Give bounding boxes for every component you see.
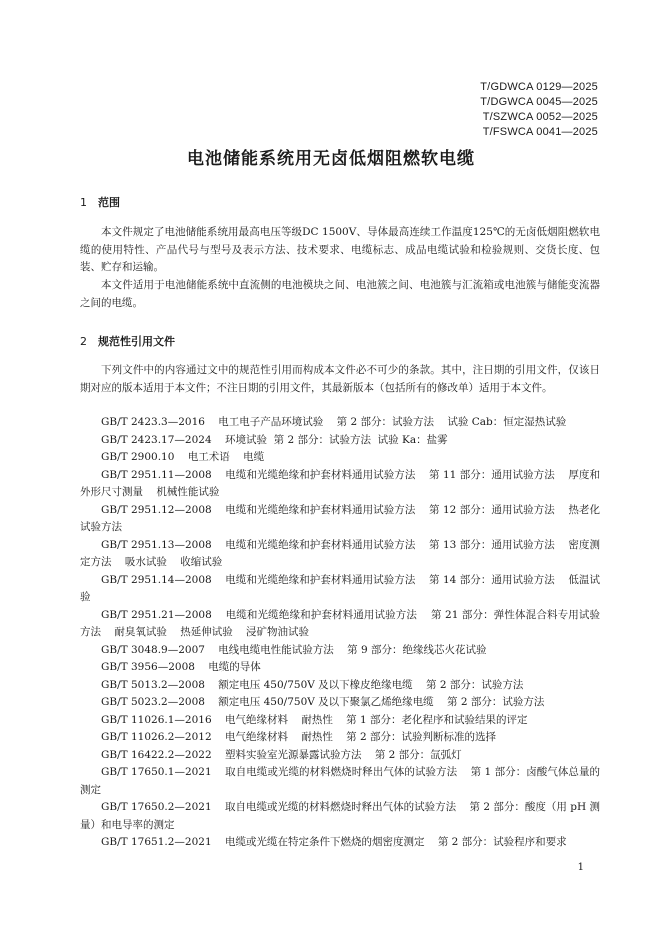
document-title: 电池储能系统用无卤低烟阻燃软电缆 <box>187 149 475 169</box>
standard-code: T/FSWCA 0041—2025 <box>482 126 598 138</box>
reference-item: GB/T 5013.2—2008 额定电压 450/750V 及以下橡皮绝缘电缆 第 2 部分：试验方法 <box>101 678 524 691</box>
section-heading-normative <box>80 333 175 349</box>
section-title: 规范性引用文件 <box>98 335 175 348</box>
standard-code: T/SZWCA 0052—2025 <box>482 111 598 123</box>
scope-paragraph: 本文件适用于电池储能系统中直流侧的电池模块之间、电池簇之间、电池簇与汇流箱或电池簇与储能变流器之间的电缆。 <box>80 279 600 309</box>
reference-item: GB/T 2951.13—2008 电缆和光缆绝缘和护套材料通用试验方法 第 13 部分：通用试验方法 密度测定方法 吸水试验 收缩试验 <box>80 538 600 568</box>
reference-list <box>80 414 600 852</box>
page-number: 1 <box>577 862 584 873</box>
reference-item: GB/T 2423.17—2024 环境试验 第 2 部分：试验方法 试验 Ka：盐雾 <box>101 433 448 446</box>
reference-item: GB/T 17650.1—2021 取自电缆或光缆的材料燃烧时释出气体的试验方法 第 1 部分：卤酸气体总量的测定 <box>80 766 600 796</box>
scope-paragraph: 本文件规定了电池储能系统用最高电压等级DC 1500V、导体最高连续工作温度125℃的无卤低烟阻燃软电缆的使用特性、产品代号与型号及表示方法、技术要求、电缆标志、成品电缆试验和检验规则、交货长度、包装、贮存和运输。 <box>80 226 600 273</box>
standard-code: T/DGWCA 0045—2025 <box>480 96 598 108</box>
reference-item: GB/T 2423.3—2016 电工电子产品环境试验 第 2 部分：试验方法 试验 Cab：恒定湿热试验 <box>101 416 567 428</box>
reference-item: GB/T 3956—2008 电缆的导体 <box>101 661 261 673</box>
reference-item: GB/T 2951.11—2008 电缆和光缆绝缘和护套材料通用试验方法 第 11 部分：通用试验方法 厚度和外形尺寸测量 机械性能试验 <box>80 468 600 498</box>
normative-intro: 下列文件中的内容通过文中的规范性引用而构成本文件必不可少的条款。其中，注日期的引用文件，仅该日期对应的版本适用于本文件；不注日期的引用文件，其最新版本（包括所有的修改单）适用于本文件。 <box>80 364 600 394</box>
reference-item: GB/T 11026.2—2012 电气绝缘材料 耐热性 第 2 部分：试验判断标准的选择 <box>101 731 497 743</box>
reference-item: GB/T 5023.2—2008 额定电压 450/750V 及以下聚氯乙烯绝缘电缆 第 2 部分：试验方法 <box>101 696 545 708</box>
reference-item: GB/T 3048.9—2007 电线电缆电性能试验方法 第 9 部分：绝缘线芯火花试验 <box>101 643 487 656</box>
standard-code: T/GDWCA 0129—2025 <box>480 81 598 93</box>
reference-item: GB/T 2951.12—2008 电缆和光缆绝缘和护套材料通用试验方法 第 12 部分：通用试验方法 热老化试验方法 <box>80 503 600 533</box>
reference-item: GB/T 17650.2—2021 取自电缆或光缆的材料燃烧时释出气体的试验方法 第 2 部分：酸度（用 pH 测量）和电导率的测定 <box>80 801 600 831</box>
reference-item: GB/T 16422.2—2022 塑料实验室光源暴露试验方法 第 2 部分：氙弧灯 <box>101 748 462 761</box>
section-title: 范围 <box>98 196 120 209</box>
reference-item: GB/T 2900.10 电工术语 电缆 <box>101 451 265 463</box>
section-number: 2 <box>80 335 87 348</box>
standard-codes <box>480 80 598 140</box>
reference-item: GB/T 17651.2—2021 电缆或光缆在特定条件下燃烧的烟密度测定 第 2 部分：试验程序和要求 <box>101 836 567 848</box>
section-number: 1 <box>80 196 87 209</box>
section-heading-scope <box>80 194 120 210</box>
reference-item: GB/T 11026.1—2016 电气绝缘材料 耐热性 第 1 部分：老化程序和试验结果的评定 <box>101 713 528 726</box>
reference-item: GB/T 2951.21—2008 电缆和光缆绝缘和护套材料通用试验方法 第 21 部分：弹性体混合料专用试验方法 耐臭氧试验 热延伸试验 浸矿物油试验 <box>80 608 600 638</box>
reference-item: GB/T 2951.14—2008 电缆和光缆绝缘和护套材料通用试验方法 第 14 部分：通用试验方法 低温试验 <box>80 573 600 603</box>
